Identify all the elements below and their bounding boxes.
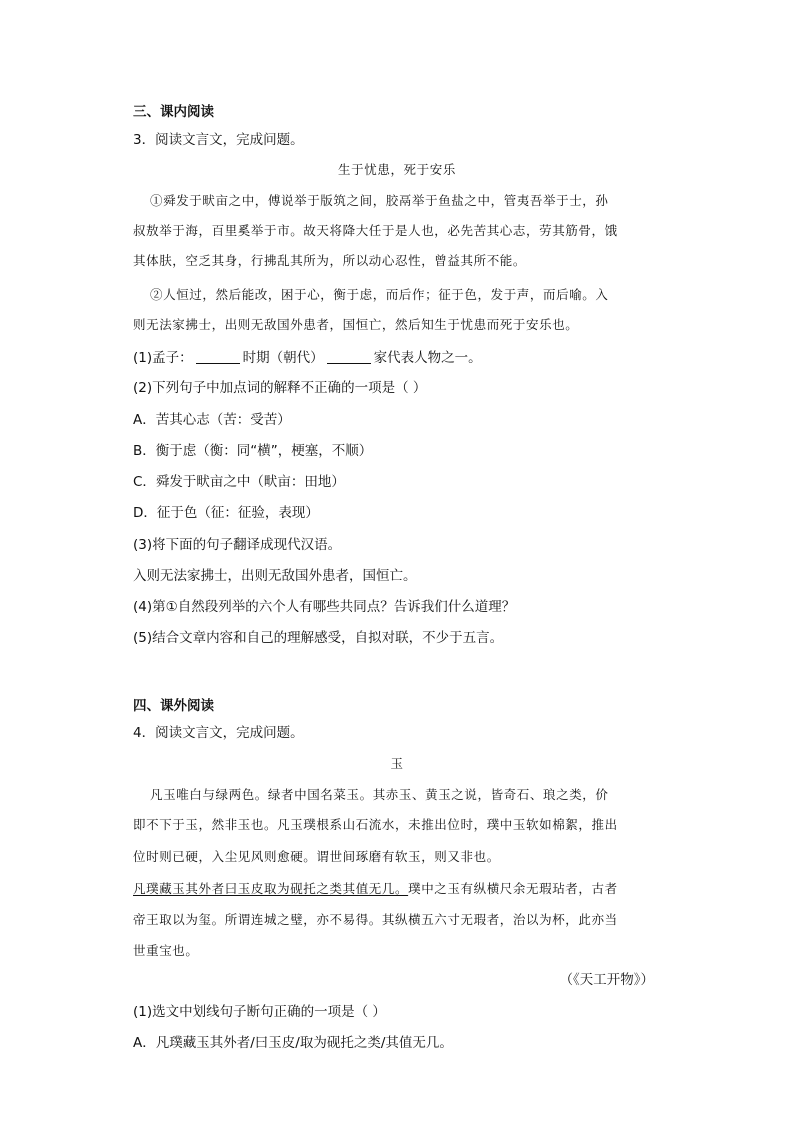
passage2-para2-line3: 世重宝也。 (133, 943, 199, 958)
passage1-para1-line3: 其体肤，空乏其身，行拂乱其所为，所以动心忍性，曾益其所不能。 (133, 253, 527, 268)
section3-heading: 三、课内阅读 (133, 104, 214, 120)
answer-blank-1[interactable] (196, 349, 240, 364)
q1-text-part1: (1)孟子： (133, 350, 193, 366)
q2-prompt: (2)下列句子中加点词的解释不正确的一项是（ ） (133, 380, 427, 396)
section4-heading: 四、课外阅读 (133, 698, 214, 714)
q1-fill-blank (133, 348, 482, 368)
q3-sentence: 入则无法家拂士，出则无敌国外患者，国恒亡。 (133, 568, 417, 584)
question4-prompt: 4．阅读文言文，完成问题。 (133, 725, 304, 741)
passage2-para1-line3: 位时则已硬，入尘见风则愈硬。谓世间琢磨有软玉，则又非也。 (133, 849, 500, 864)
passage1-para1-line1: ①舜发于畎亩之中，傅说举于版筑之间，胶鬲举于鱼盐之中，管夷吾举于士，孙 (150, 193, 609, 208)
passage2-para2-line1 (133, 879, 618, 899)
passage1-title: 生于忧患，死于安乐 (338, 162, 456, 177)
q3-prompt: (3)将下面的句子翻译成现代汉语。 (133, 537, 342, 553)
passage2-para1-line2: 即不下于玉，然非玉也。凡玉璞根系山石流水，未推出位时，璞中玉软如棉絮，推出 (133, 817, 618, 832)
answer-blank-2[interactable] (327, 349, 371, 364)
passage2-para1-line1: 凡玉唯白与绿两色。绿者中国名菜玉。其赤玉、黄玉之说，皆奇石、琅之类，价 (150, 787, 609, 802)
passage2-title: 玉 (390, 756, 404, 771)
underlined-sentence: 凡璞藏玉其外者曰玉皮取为砚托之类其值无几。 (133, 881, 409, 896)
q2-option-c: C．舜发于畎亩之中（畎亩：田地） (133, 474, 345, 490)
q1-text-part2: 时期（朝代） (242, 350, 324, 366)
passage1-para2-line1: ②人恒过，然后能改，困于心，衡于虑，而后作；征于色，发于声，而后喻。入 (150, 287, 609, 302)
passage2-source: （《天工开物》） (559, 972, 654, 988)
q1-text-part3: 家代表人物之一。 (373, 350, 482, 366)
q4-1-option-a: A．凡璞藏玉其外者/曰玉皮/取为砚托之类/其值无几。 (133, 1035, 453, 1051)
question3-prompt: 3．阅读文言文，完成问题。 (133, 132, 304, 148)
q2-option-a: A．苦其心志（苦：受苦） (133, 412, 291, 428)
q5-prompt: (5)结合文章内容和自己的理解感受，自拟对联，不少于五言。 (133, 630, 504, 646)
passage1-para2-line2: 则无法家拂士，出则无敌国外患者，国恒亡，然后知生于忧患而死于安乐也。 (133, 317, 579, 332)
q4-prompt: (4)第①自然段列举的六个人有哪些共同点？告诉我们什么道理？ (133, 599, 516, 615)
passage1-para1-line2: 叔敖举于海，百里奚举于市。故天将降大任于是人也，必先苦其心志，劳其筋骨，饿 (133, 223, 618, 238)
q2-option-b: B．衡于虑（衡：同“横”，梗塞，不顺） (133, 443, 373, 459)
q2-option-d: D．征于色（征：征验，表现） (133, 505, 319, 521)
q4-1-prompt: (1)选文中划线句子断句正确的一项是（ ） (133, 1004, 386, 1020)
passage2-para2-line2: 帝王取以为玺。所谓连城之璧，亦不易得。其纵横五六寸无瑕者，治以为杯，此亦当 (133, 912, 618, 927)
passage2-para2-rest: 璞中之玉有纵横尺余无瑕玷者，古者 (408, 881, 618, 896)
